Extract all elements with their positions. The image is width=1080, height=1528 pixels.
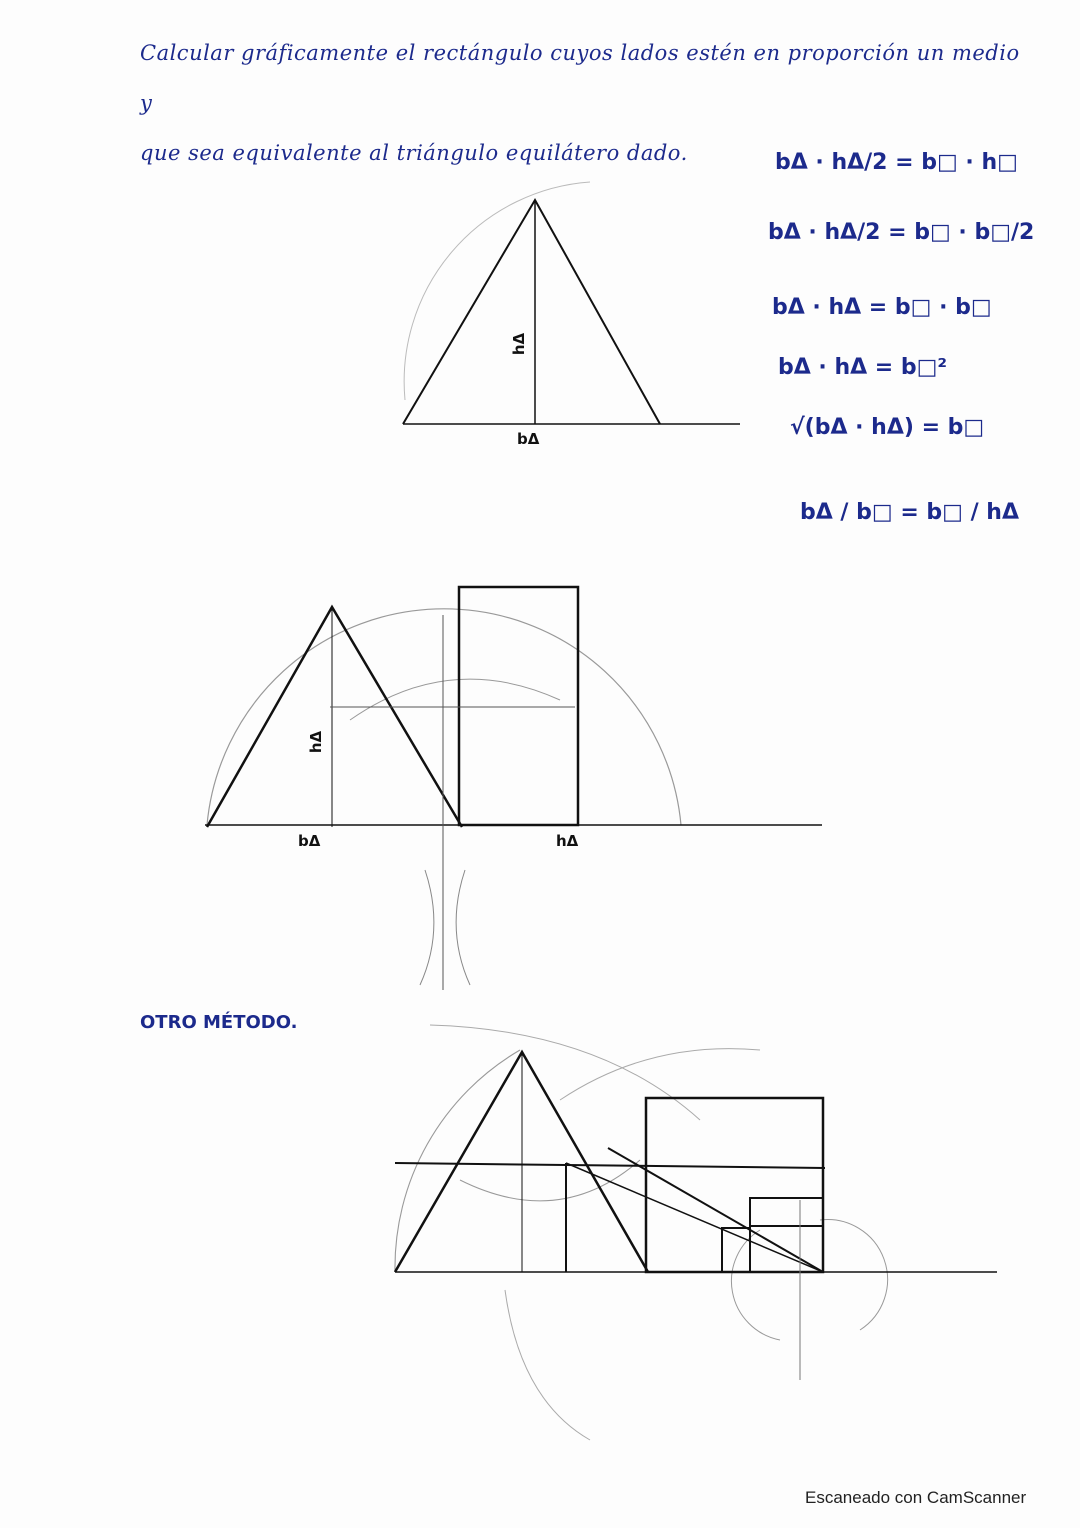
formula-5: √(bΔ · hΔ) = b□ — [790, 415, 985, 440]
formula-2: bΔ · hΔ/2 = b□ · b□/2 — [768, 220, 1035, 245]
label-triangle-height: hΔ — [510, 332, 529, 356]
statement-line-2: que sea equivalente al triángulo equilátero dado. — [140, 141, 688, 165]
label-height-segment: hΔ — [556, 832, 579, 850]
formula-3: bΔ · hΔ = b□ · b□ — [772, 295, 992, 320]
diagram-triangle — [403, 182, 740, 424]
diagram-construction-1 — [205, 587, 822, 990]
label-height-2: hΔ — [307, 730, 326, 754]
label-base-2: bΔ — [298, 832, 321, 850]
method-title: OTRO MÉTODO. — [140, 1012, 298, 1033]
label-triangle-base: bΔ — [517, 430, 540, 448]
diagram-construction-2 — [395, 1025, 997, 1440]
statement-line-1: Calcular gráficamente el rectángulo cuyos lados estén en proporción un medio y — [140, 41, 1020, 115]
scanner-watermark: Escaneado con CamScanner — [805, 1488, 1027, 1507]
formula-1: bΔ · hΔ/2 = b□ · h□ — [775, 150, 1018, 175]
formula-6: bΔ / b□ = b□ / hΔ — [800, 500, 1019, 525]
formula-4: bΔ · hΔ = b□² — [778, 355, 948, 380]
